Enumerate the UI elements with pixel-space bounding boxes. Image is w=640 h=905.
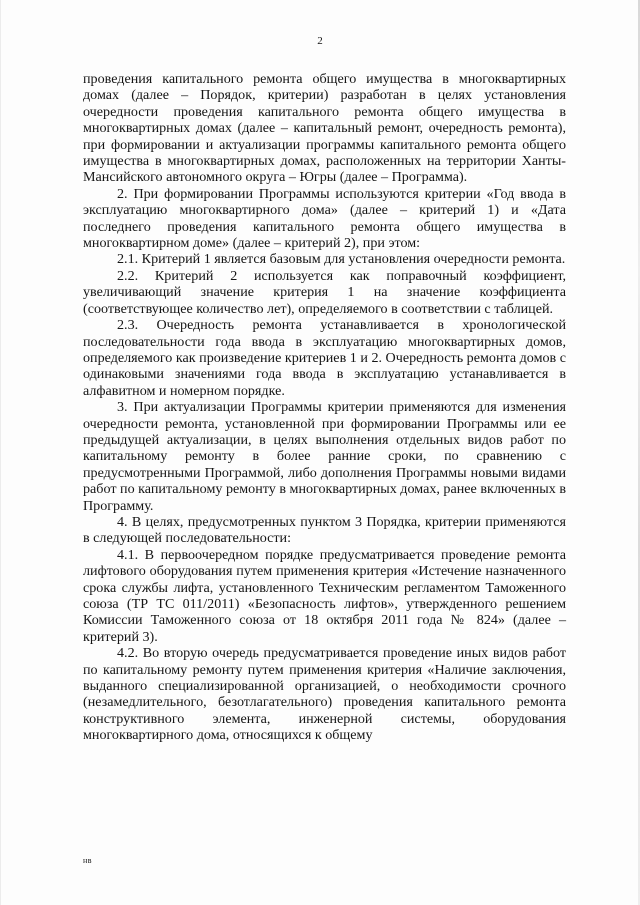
paragraph-2-3: 2.3. Очередность ремонта устанавливается в хронологической последовательности года ввода в эксплуатацию многоквартирных домов, определяемого как произведение критериев 1 и 2. Очередность ремонта домов с одинаковыми значениями года ввода в эксплуатацию устанавливается в алфавитном и номерном порядке. (83, 317, 566, 399)
paragraph-2-2: 2.2. Критерий 2 используется как поправочный коэффициент, увеличивающий значение критерия 1 на значение коэффициента (соответствующее количество лет), определяемого в соответствии с таблицей. (83, 267, 566, 317)
paragraph-intro-continuation: проведения капитального ремонта общего имущества в многоквартирных домах (далее – Порядок, критерии) разработан в целях установления очередности проведения капитального ремонта общего имущества в многоквартирных домах (далее – капитальный ремонт, очередность ремонта), при формировании и актуализации программы капитального ремонта общего имущества в многоквартирных домах, расположенных на территории Ханты-Мансийского автономного округа – Югры (далее – Программа). (83, 71, 566, 186)
footer-initials: нв (83, 856, 93, 865)
scan-edge-left (0, 0, 1, 905)
paragraph-3: 3. При актуализации Программы критерии применяются для изменения очередности ремонта, установленной при формировании Программы или ее предыдущей актуализации, в целях выполнения отдельных видов работ по капитальному ремонту в более ранние сроки, по сравнению с предусмотренными Программой, либо дополнения Программы новыми видами работ по капитальному ремонту в многоквартирных домах, ранее включенных в Программу. (83, 399, 566, 514)
document-body (83, 71, 566, 744)
paragraph-4: 4. В целях, предусмотренных пунктом 3 Порядка, критерии применяются в следующей последовательности: (83, 513, 566, 547)
paragraph-4-2: 4.2. Во вторую очередь предусматривается проведение иных видов работ по капитальному ремонту путем применения критерия «Наличие заключения, выданного специализированной организацией, о необходимости срочного (незамедлительного, безотлагательного) проведения капитального ремонта конструктивного элемента, инженерной системы, оборудования многоквартирного дома, относящихся к общему (83, 645, 566, 744)
paragraph-2: 2. При формировании Программы используются критерии «Год ввода в эксплуатацию многоквартирного дома» (далее – критерий 1) и «Дата последнего проведения капитального ремонта общего имущества в многоквартирном доме» (далее – критерий 2), при этом: (83, 185, 566, 252)
paragraph-4-1: 4.1. В первоочередном порядке предусматривается проведение ремонта лифтового оборудования путем применения критерия «Истечение назначенного срока службы лифта, установленного Техническим регламентом Таможенного союза (ТР ТС 011/2011) «Безопасность лифтов», утвержденного решением Комиссии Таможенного союза от 18 октября 2011 года № 824» (далее – критерий 3). (83, 546, 566, 645)
paragraph-2-1: 2.1. Критерий 1 является базовым для установления очередности ремонта. (117, 251, 566, 268)
page-number: 2 (317, 35, 323, 47)
